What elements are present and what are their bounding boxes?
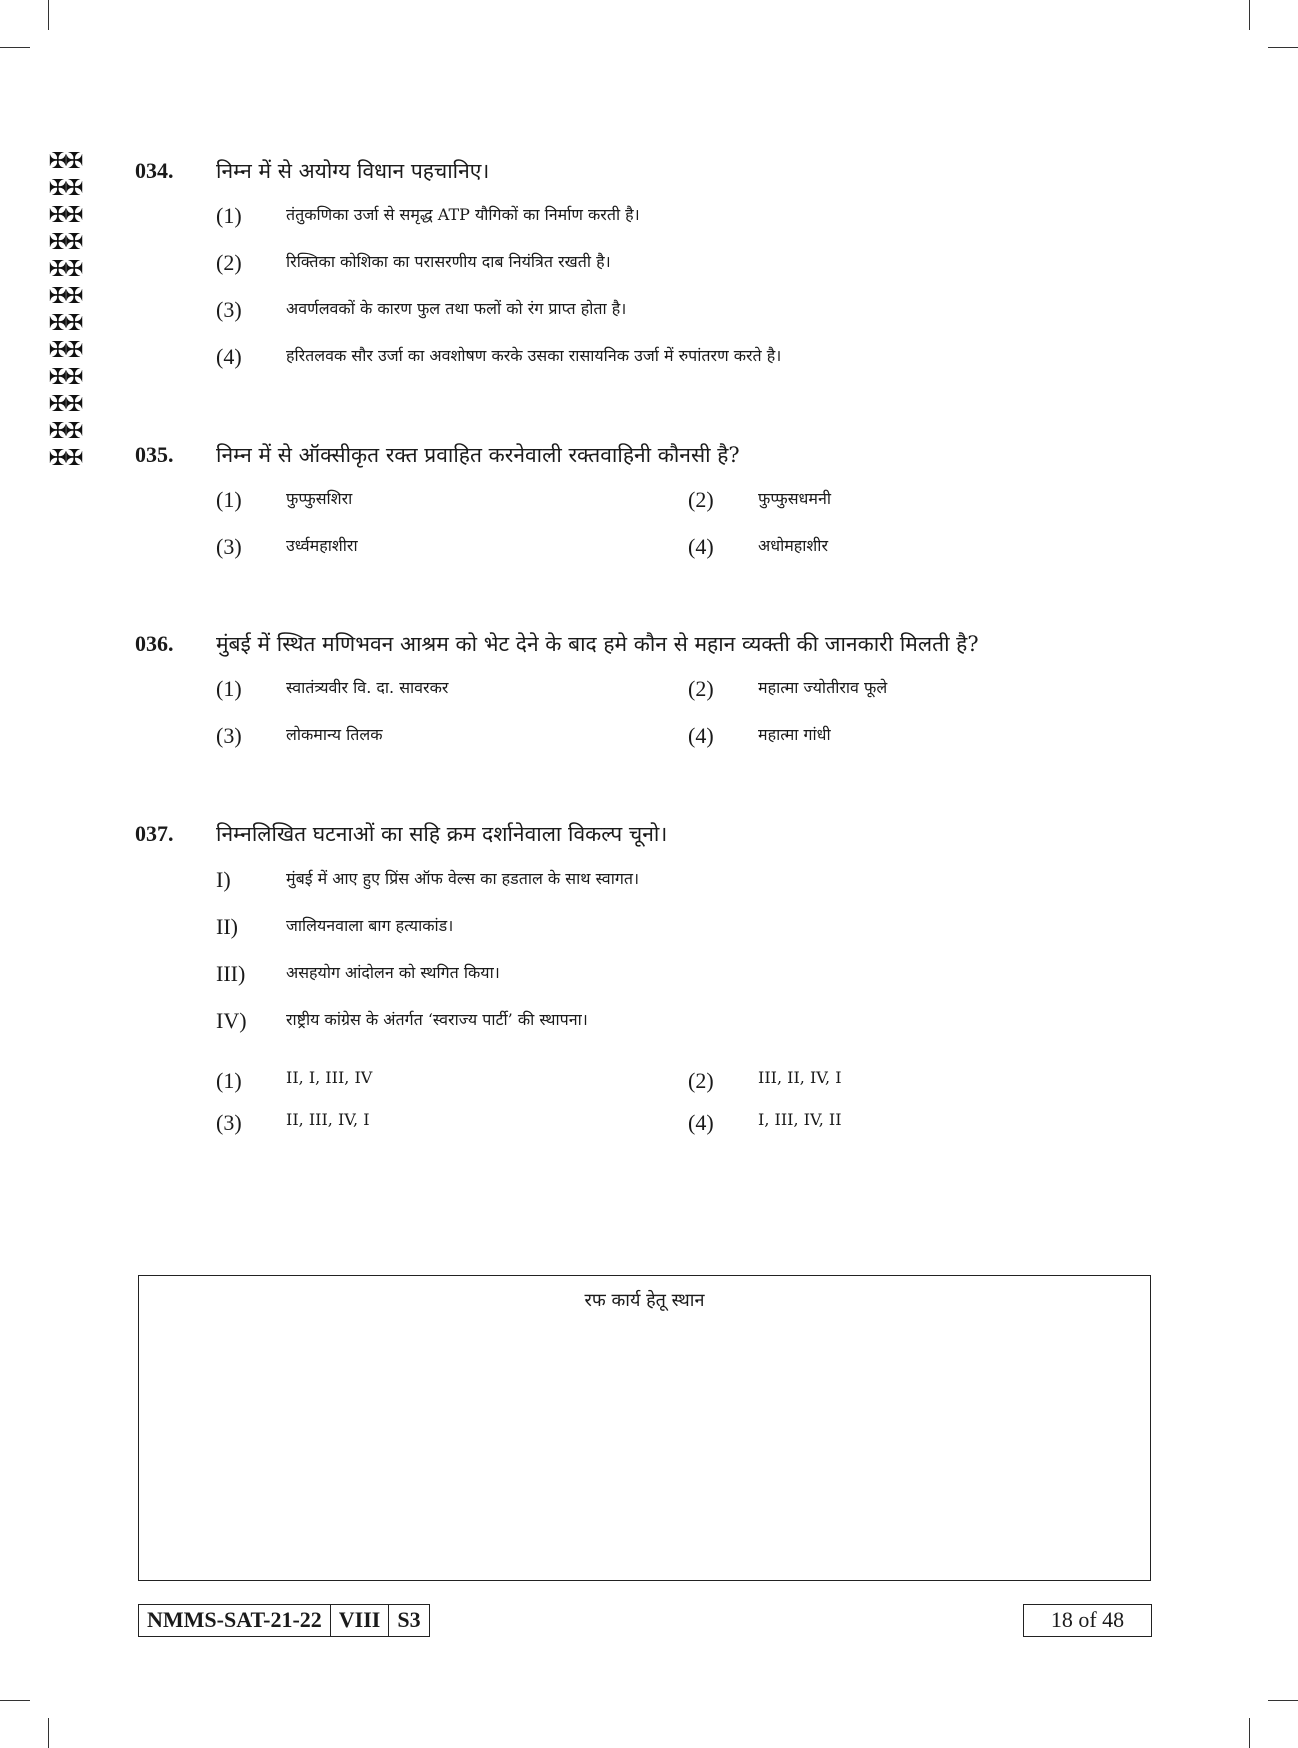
rough-work-title: रफ कार्य हेतू स्थान (584, 1290, 705, 1311)
statement-number: I) (216, 867, 231, 892)
option-3[interactable] (216, 534, 358, 560)
option-text: उर्ध्वमहाशीरा (286, 536, 358, 555)
option-text: I, III, IV, II (758, 1110, 842, 1129)
flower-ornament-icon: ✠✠ (48, 257, 82, 282)
flower-ornament-icon: ✠✠ (48, 311, 82, 336)
question-36 (135, 630, 1155, 664)
question-text: निम्नलिखित घटनाओं का सहि क्रम दर्शानेवाला विकल्प चूनो। (216, 822, 668, 846)
option-text: III, II, IV, I (758, 1068, 842, 1087)
flower-ornament-icon: ✠✠ (48, 230, 82, 255)
option-number: (3) (216, 534, 242, 559)
statement-number: III) (216, 961, 246, 986)
question-number: 036. (135, 631, 174, 656)
option-text: महात्मा ज्योतीराव फूले (758, 678, 888, 697)
option-number: (4) (216, 344, 242, 369)
flower-ornament-icon: ✠✠ (48, 446, 82, 471)
statement-number: II) (216, 914, 238, 939)
option-number: (2) (216, 250, 242, 275)
option-number: (2) (688, 1068, 714, 1093)
option-1[interactable] (216, 203, 640, 229)
option-text: फुप्फुसधमनी (758, 489, 831, 508)
statement-text: असहयोग आंदोलन को स्थगित किया। (286, 963, 500, 982)
option-1[interactable] (216, 676, 448, 702)
page-number: 18 of 48 (1023, 1604, 1152, 1637)
statement-3 (216, 961, 500, 987)
question-number: 034. (135, 158, 174, 183)
question-37 (135, 820, 1155, 854)
decorative-border (36, 148, 94, 472)
question-text: निम्न में से अयोग्य विधान पहचानिए। (216, 159, 490, 183)
question-number: 035. (135, 442, 174, 467)
option-2[interactable] (688, 1068, 842, 1094)
question-34 (135, 157, 1155, 191)
option-number: (4) (688, 1110, 714, 1135)
flower-ornament-icon: ✠✠ (48, 392, 82, 417)
option-number: (1) (216, 676, 242, 701)
option-4[interactable] (688, 534, 828, 560)
flower-ornament-icon: ✠✠ (48, 365, 82, 390)
flower-ornament-icon: ✠✠ (48, 176, 82, 201)
question-text: मुंबई में स्थित मणिभवन आश्रम को भेट देने के बाद हमे कौन से महान व्यक्ती की जानकारी मिलती है? (216, 632, 979, 656)
crop-mark (1249, 0, 1250, 30)
flower-ornament-icon: ✠✠ (48, 338, 82, 363)
option-text: स्वातंत्र्यवीर वि. दा. सावरकर (286, 678, 449, 697)
option-text: रिक्तिका कोशिका का परासरणीय दाब नियंत्रित रखती है। (286, 252, 611, 271)
class-label: VIII (331, 1605, 390, 1636)
option-text: फुप्फुसशिरा (286, 489, 353, 508)
question-text: निम्न में से ऑक्सीकृत रक्त प्रवाहित करनेवाली रक्तवाहिनी कौनसी है? (216, 443, 740, 467)
option-2[interactable] (688, 676, 887, 702)
option-text: महात्मा गांधी (758, 725, 831, 744)
statement-4 (216, 1008, 588, 1034)
crop-mark (1268, 47, 1298, 48)
statement-text: राष्ट्रीय कांग्रेस के अंतर्गत ‘स्वराज्य पार्टी’ की स्थापना। (286, 1010, 588, 1029)
flower-ornament-icon: ✠✠ (48, 149, 82, 174)
option-4[interactable] (688, 723, 831, 749)
option-1[interactable] (216, 487, 352, 513)
option-3[interactable] (216, 1110, 370, 1136)
crop-mark (0, 47, 30, 48)
statement-text: जालियनवाला बाग हत्याकांड। (286, 916, 454, 935)
section-label: S3 (397, 1607, 421, 1632)
crop-mark (48, 0, 49, 30)
option-text: लोकमान्य तिलक (286, 725, 383, 744)
rough-work-box (138, 1275, 1151, 1581)
flower-ornament-icon: ✠✠ (48, 203, 82, 228)
flower-ornament-icon: ✠✠ (48, 419, 82, 444)
option-number: (3) (216, 297, 242, 322)
option-number: (4) (688, 534, 714, 559)
crop-mark (1249, 1718, 1250, 1748)
option-number: (1) (216, 487, 242, 512)
statement-number: IV) (216, 1008, 247, 1033)
option-text: हरितलवक सौर उर्जा का अवशोषण करके उसका रासायनिक उर्जा में रुपांतरण करते है। (286, 346, 782, 365)
footer-paper-code (138, 1604, 430, 1637)
option-4[interactable] (688, 1110, 842, 1136)
option-number: (2) (688, 676, 714, 701)
paper-code: NMMS-SAT-21-22 (139, 1605, 331, 1636)
option-2[interactable] (216, 250, 611, 276)
crop-mark (0, 1700, 30, 1701)
option-3[interactable] (216, 297, 626, 323)
option-text: अधोमहाशीर (758, 536, 828, 555)
option-number: (3) (216, 723, 242, 748)
option-number: (1) (216, 203, 242, 228)
flower-ornament-icon: ✠✠ (48, 284, 82, 309)
crop-mark (48, 1718, 49, 1748)
question-35 (135, 441, 1155, 475)
option-1[interactable] (216, 1068, 372, 1094)
option-number: (4) (688, 723, 714, 748)
option-2[interactable] (688, 487, 831, 513)
option-text: अवर्णलवकों के कारण फुल तथा फलों को रंग प्राप्त होता है। (286, 299, 627, 318)
option-text: II, I, III, IV (286, 1068, 373, 1087)
statement-text: मुंबई में आए हुए प्रिंस ऑफ वेल्स का हडताल के साथ स्वागत। (286, 869, 640, 888)
option-3[interactable] (216, 723, 382, 749)
question-number: 037. (135, 821, 174, 846)
crop-mark (1268, 1700, 1298, 1701)
option-text: II, III, IV, I (286, 1110, 370, 1129)
statement-2 (216, 914, 453, 940)
statement-1 (216, 867, 639, 893)
option-4[interactable] (216, 344, 781, 370)
option-number: (1) (216, 1068, 242, 1093)
option-number: (3) (216, 1110, 242, 1135)
option-text: तंतुकणिका उर्जा से समृद्ध ATP यौगिकों का निर्माण करती है। (286, 205, 640, 224)
option-number: (2) (688, 487, 714, 512)
